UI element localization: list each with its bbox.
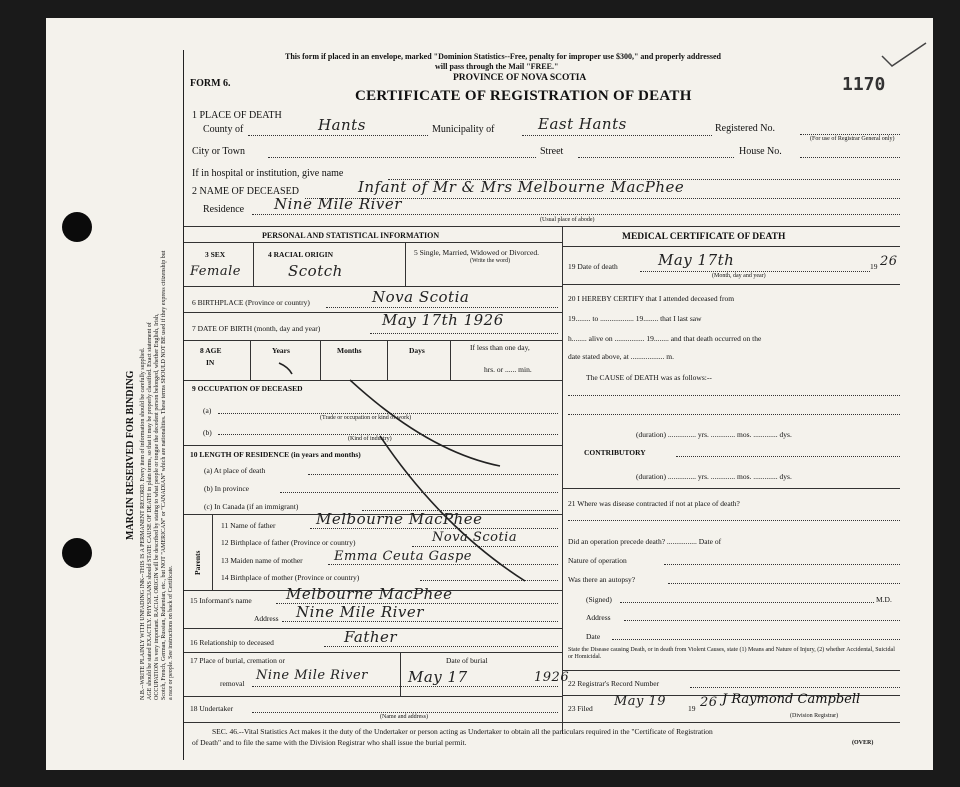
footer-sec-46-cont: of Death" and to file the same with the Division Registrar who shall issue the burial permit. — [192, 738, 467, 747]
check-mark-icon — [880, 40, 930, 70]
mother-name-label: 13 Maiden name of mother — [221, 556, 303, 565]
certificate-number: 1170 — [842, 74, 886, 95]
residence-label: Residence — [203, 204, 245, 215]
marital-note: (Write the word) — [470, 258, 511, 264]
header-notice: This form if placed in an envelope, marked "Dominion Statistics--Free, penalty for improper use $300," and properly addressed — [285, 52, 721, 61]
province-heading: PROVINCE OF NOVA SCOTIA — [453, 73, 587, 83]
contracted-label: 21 Where was disease contracted if not at place of death? — [568, 499, 740, 508]
binder-hole-bottom — [62, 538, 92, 568]
division-registrar-note: (Division Registrar) — [790, 713, 839, 719]
residence-value: Nine Mile River — [274, 195, 402, 213]
filed-year-prefix: 19 — [688, 704, 696, 713]
dod-note: (Month, day and year) — [712, 273, 766, 279]
industry-note: (Kind of industry) — [348, 436, 392, 442]
less-than-day-label: If less than one day, — [470, 343, 530, 352]
margin-note-4: Scotch, French, German, Russian, Ruthenian, etc., but NOT "AMERICAN" or "CANADIAN" which are nationalities. These terms SHOULD NOT BE used if they express citizenship but — [161, 250, 167, 700]
residence-length-label: 10 LENGTH OF RESIDENCE (in years and months) — [190, 450, 361, 459]
occupation-b: (b) — [203, 428, 212, 437]
municipality-label: Municipality of — [432, 124, 495, 135]
margin-note-1: N.B.--WRITE PLAINLY WITH UNFADING INK--THIS IS A PERMANENT RECORD. Every item of information should be carefully supplied. — [140, 347, 146, 700]
father-birthplace-label: 12 Birthplace of father (Province or country) — [221, 538, 356, 547]
occupation-a: (a) — [203, 406, 212, 415]
registrar-note: (For use of Registrar General only) — [810, 136, 895, 142]
form-number: FORM 6. — [190, 78, 231, 89]
dob-label: 7 DATE OF BIRTH (month, day and year) — [192, 324, 321, 333]
nature-operation-label: Nature of operation — [568, 556, 627, 565]
hrs-min-label: hrs. or ...... min. — [484, 365, 532, 374]
undertaker-label: 18 Undertaker — [190, 704, 234, 713]
footer-divider — [184, 722, 900, 723]
city-label: City or Town — [192, 146, 246, 157]
signed-label: (Signed) — [586, 595, 612, 604]
street-label: Street — [540, 146, 564, 157]
margin-note-3: OCCUPATION is very important. RACIAL ORIGIN will be described by stating to what people or tongue the decedent person belonged, whether English, Irish, — [154, 313, 160, 700]
sex-label: 3 SEX — [205, 250, 226, 259]
place-of-death-label: 1 PLACE OF DEATH — [192, 110, 282, 121]
parents-label: Parents — [193, 550, 202, 575]
days-label: Days — [409, 346, 425, 355]
column-divider — [562, 226, 563, 734]
informant-address-value: Nine Mile River — [296, 603, 424, 621]
form-left-border — [183, 50, 184, 760]
county-value: Hants — [318, 116, 366, 134]
burial-date-value: May 17 — [408, 668, 468, 686]
violent-causes-note: State the Disease causing Death, or in death from Violent Causes, state (1) Means and Nature of Injury, (2) whether Accidental, Suicidal or Homicidal. — [568, 647, 895, 660]
registrar-signature: J Raymond Campbell — [722, 692, 861, 707]
racial-origin-label: 4 RACIAL ORIGIN — [268, 250, 334, 259]
mother-name-value: Emma Ceuta Gaspe — [334, 549, 472, 564]
abode-note: (Usual place of abode) — [540, 217, 595, 223]
filed-year-value: 26 — [700, 695, 718, 710]
section-divider — [184, 226, 900, 227]
date-of-burial-label: Date of burial — [446, 656, 488, 665]
informant-address-label: Address — [254, 614, 279, 623]
age-in-label: IN — [206, 358, 215, 367]
relationship-value: Father — [344, 628, 398, 646]
birthplace-label: 6 BIRTHPLACE (Province or country) — [192, 298, 310, 307]
personal-section-title: PERSONAL AND STATISTICAL INFORMATION — [262, 231, 440, 240]
medical-address-label: Address — [586, 613, 611, 622]
marital-label: 5 Single, Married, Widowed or Divorced. — [414, 248, 539, 257]
binder-hole-top — [62, 212, 92, 242]
informant-value: Melbourne MacPhee — [286, 585, 453, 603]
relationship-label: 16 Relationship to deceased — [190, 638, 274, 647]
cause-label: The CAUSE of DEATH was as follows:-- — [586, 373, 712, 382]
record-number-label: 22 Registrar's Record Number — [568, 679, 660, 688]
removal-label: removal — [220, 679, 245, 688]
md-label: M.D. — [876, 595, 892, 604]
county-label: County of — [203, 124, 244, 135]
months-label: Months — [337, 346, 362, 355]
burial-place-value: Nine Mile River — [256, 668, 368, 683]
dod-year-prefix: 19 — [870, 262, 878, 271]
trade-note: (Trade or occupation or kind of work) — [320, 415, 412, 421]
residence-b: (b) In province — [204, 484, 249, 493]
father-name-value: Melbourne MacPhee — [316, 510, 483, 528]
contributory-label: CONTRIBUTORY — [584, 448, 646, 457]
sex-value: Female — [190, 264, 241, 279]
certify-line-2: 19........ to .................. 19........ that I last saw — [568, 314, 702, 323]
over-note: (OVER) — [852, 740, 874, 746]
margin-note-5: a race or people. See instructions on back of Certificate. — [168, 565, 174, 700]
certify-line-4: date stated above, at .................. m. — [568, 352, 675, 361]
burial-year-value: 1926 — [534, 670, 570, 685]
date-of-death-value: May 17th — [658, 251, 735, 269]
operation-label: Did an operation precede death? ................ Date of — [568, 537, 722, 546]
hospital-label: If in hospital or institution, give name — [192, 168, 344, 179]
medical-date-label: Date — [586, 632, 601, 641]
binding-margin-label: MARGIN RESERVED FOR BINDING — [125, 370, 136, 540]
date-of-death-label: 19 Date of death — [568, 262, 618, 271]
deceased-name-label: 2 NAME OF DECEASED — [192, 186, 299, 197]
burial-label: 17 Place of burial, cremation or — [190, 656, 285, 665]
dod-year-value: 26 — [880, 254, 898, 269]
strike-through-line — [340, 376, 540, 586]
filed-label: 23 Filed — [568, 704, 593, 713]
years-label: Years — [272, 346, 290, 355]
father-birthplace-value: Nova Scotia — [432, 530, 518, 545]
registered-no-label: Registered No. — [715, 123, 775, 134]
residence-c: (c) In Canada (if an immigrant) — [204, 502, 299, 511]
duration-1: (duration) ............... yrs. ............. mos. ............. dys. — [636, 430, 792, 439]
deceased-name-value: Infant of Mr & Mrs Melbourne MacPhee — [358, 178, 685, 196]
certificate-title: CERTIFICATE OF REGISTRATION OF DEATH — [355, 88, 692, 104]
header-notice-2: will pass through the Mail "FREE." — [435, 62, 559, 71]
medical-section-title: MEDICAL CERTIFICATE OF DEATH — [622, 232, 786, 242]
filed-date-value: May 19 — [614, 694, 667, 709]
racial-origin-value: Scotch — [288, 262, 343, 280]
occupation-label: 9 OCCUPATION OF DECEASED — [192, 384, 303, 393]
certify-line-3: h........ alive on ................ 19........ and that death occurred on the — [568, 334, 762, 343]
informant-label: 15 Informant's name — [190, 596, 252, 605]
margin-note-2: AGE should be stated EXACTLY. PHYSICIANS should STATE CAUSE OF DEATH in plain terms, so that it may be properly classified. Exact statement of — [147, 322, 153, 700]
municipality-value: East Hants — [538, 115, 627, 133]
autopsy-label: Was there an autopsy? — [568, 575, 636, 584]
name-address-note: (Name and address) — [380, 714, 428, 720]
age-stroke-mark — [276, 360, 306, 376]
residence-a: (a) At place of death — [204, 466, 266, 475]
footer-sec-46: SEC. 46.--Vital Statistics Act makes it the duty of the Undertaker or person acting as Undertaker to obtain all the particulars required in the "Certificate of Registration — [212, 727, 713, 736]
certify-line-1: 20 I HEREBY CERTIFY that I attended deceased from — [568, 294, 735, 303]
birthplace-value: Nova Scotia — [372, 288, 470, 306]
duration-2: (duration) ............... yrs. ............. mos. ............. dys. — [636, 472, 792, 481]
age-label: 8 AGE — [200, 346, 222, 355]
father-name-label: 11 Name of father — [221, 521, 276, 530]
dob-value: May 17th 1926 — [382, 311, 504, 329]
mother-birthplace-label: 14 Birthplace of mother (Province or country) — [221, 573, 360, 582]
house-no-label: House No. — [739, 146, 782, 157]
